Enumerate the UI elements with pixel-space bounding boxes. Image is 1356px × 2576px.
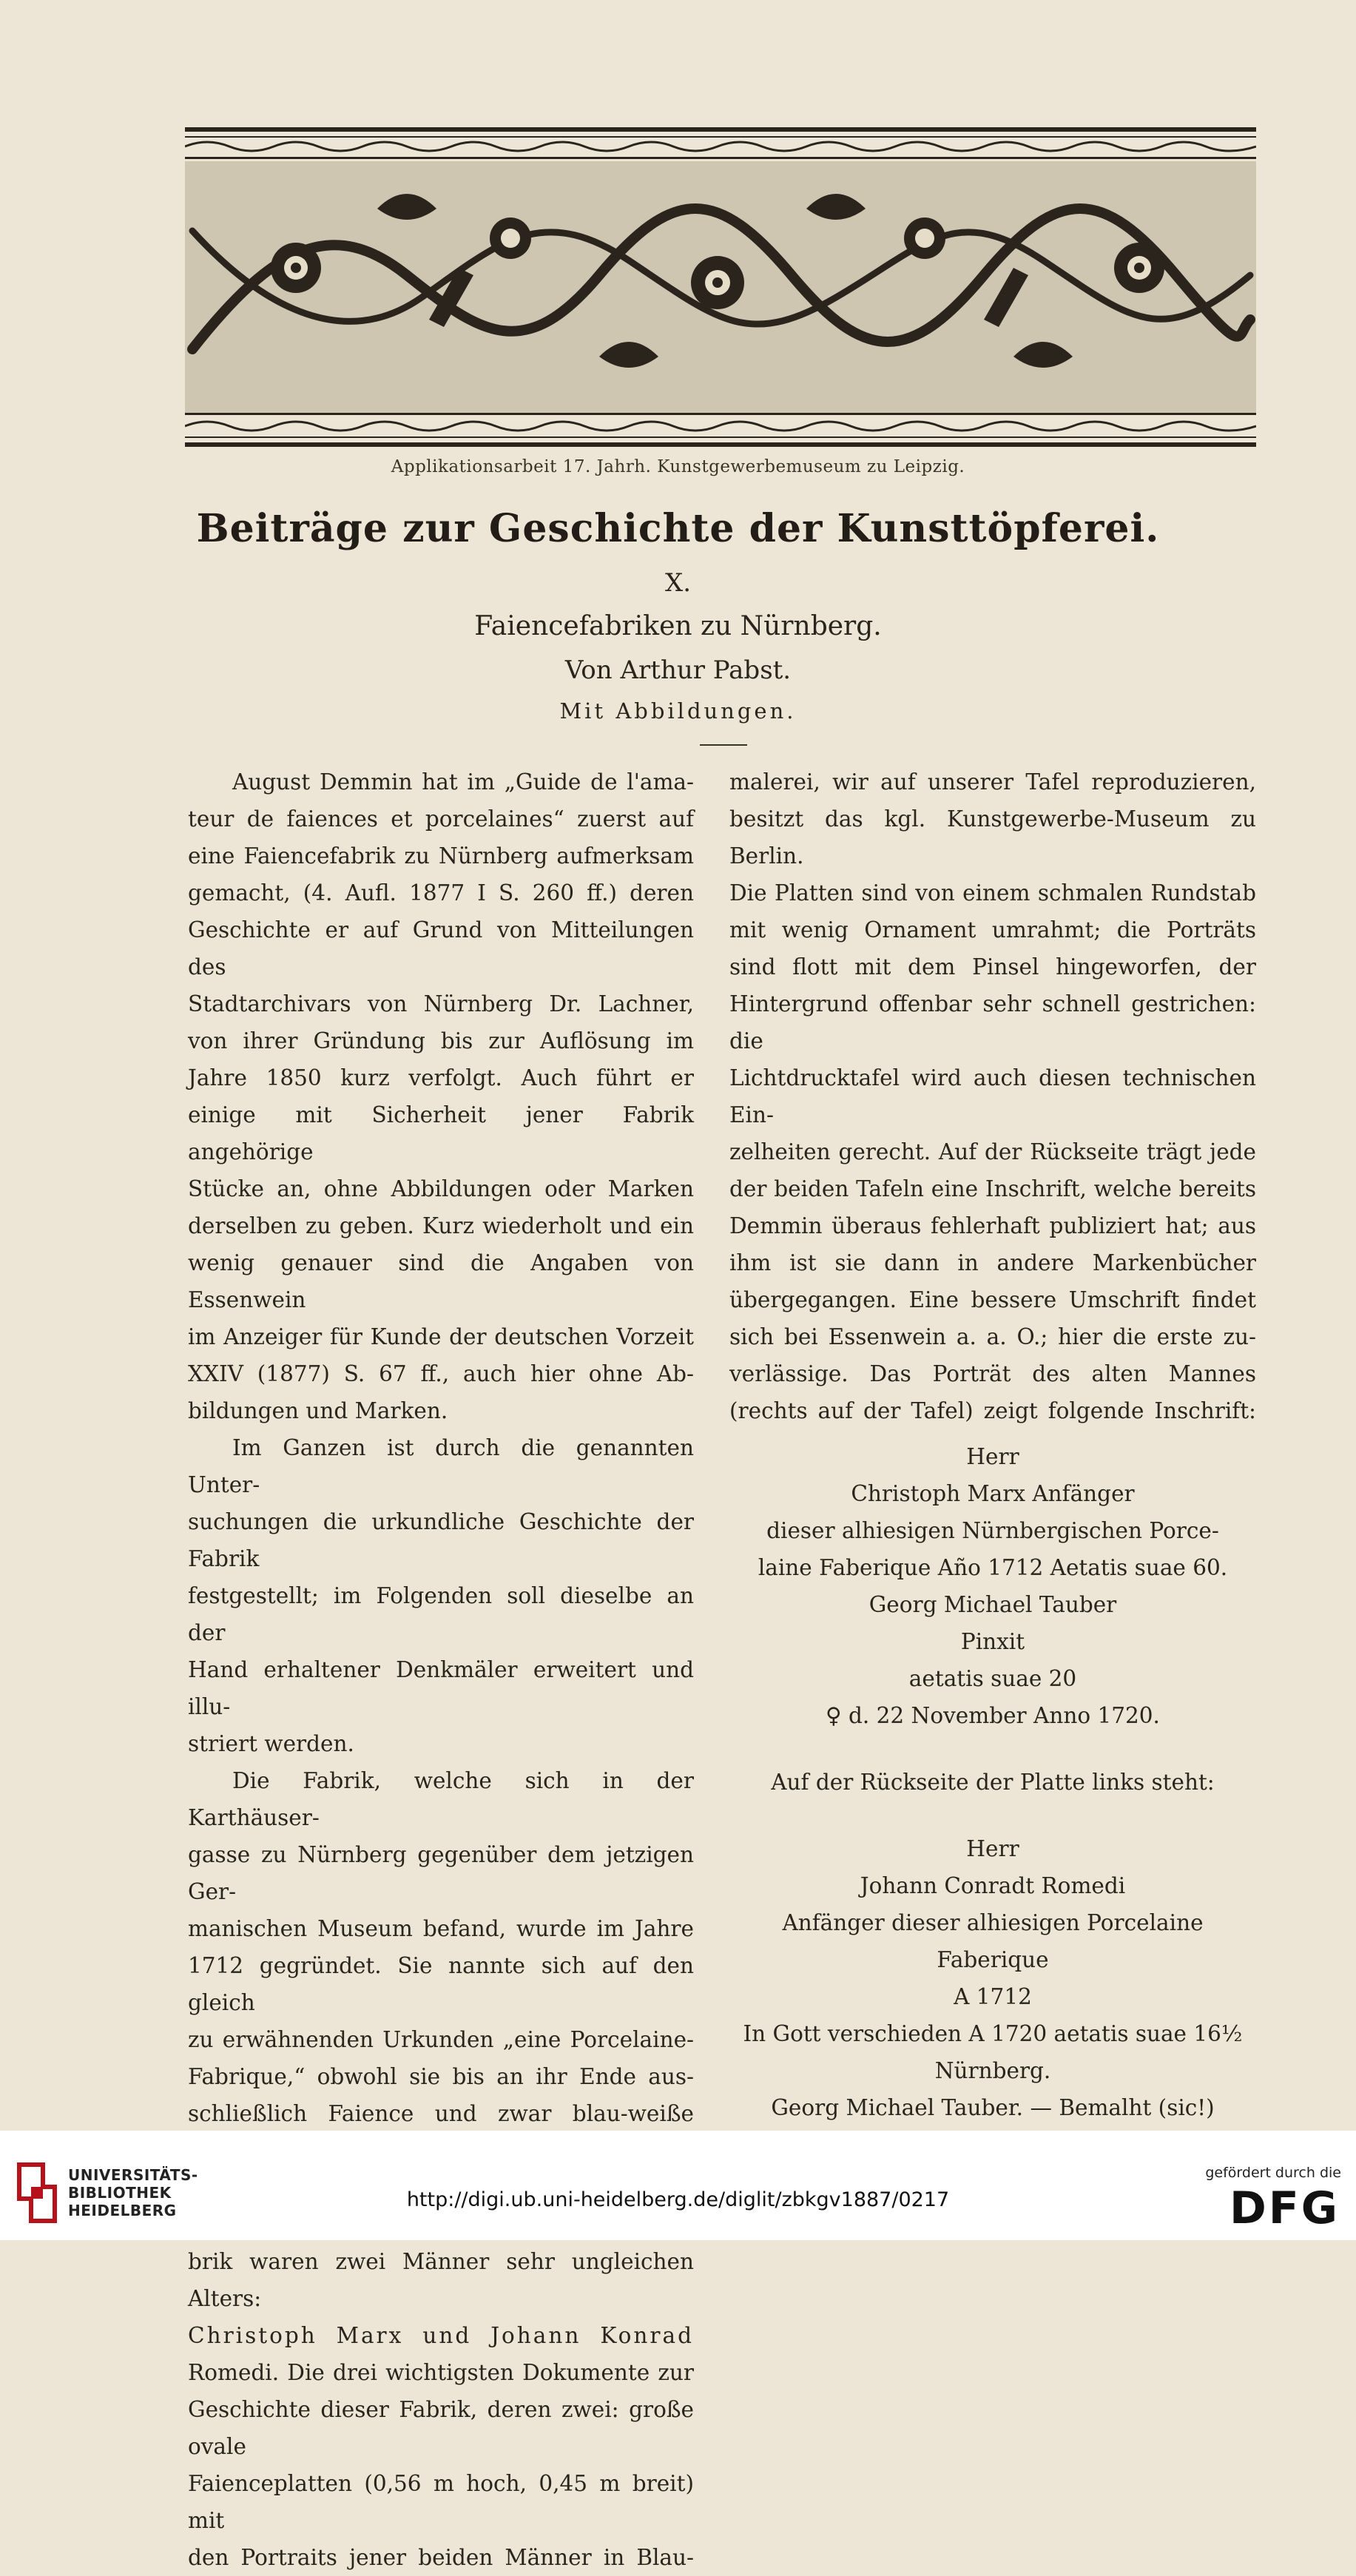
text-line: suchungen die urkundliche Geschichte der Fabrik (188, 1509, 694, 1571)
text-line: bildungen und Marken. (188, 1398, 448, 1423)
text-line: sich bei Essenwein a. a. O.; hier die erste zu- (729, 1324, 1256, 1349)
text-line: Hintergrund offenbar sehr schnell gestrichen: die (729, 991, 1256, 1053)
text-line: 1712 gegründet. Sie nannte sich auf den gleich (188, 1953, 694, 2015)
text-line: sind flott mit dem Pinsel hingeworfen, der (729, 954, 1256, 980)
text-line: Stücke an, ohne Abbildungen oder Marken (188, 1176, 694, 1201)
inscription-line: Pinxit (960, 1629, 1025, 1654)
text-line: festgestellt; im Folgenden soll dieselbe an der (188, 1583, 694, 1645)
text-line: Die Fabrik, welche sich in der Karthäuser- (188, 1768, 694, 1830)
text-line: Demmin überaus fehlerhaft publiziert hat; aus (729, 1213, 1256, 1238)
text-line: malerei, wir auf unserer Tafel reproduzieren, (729, 769, 1256, 795)
text-line: Christoph Marx und Johann Konrad (188, 2323, 694, 2348)
right-column (729, 763, 1256, 2200)
text-line: zelheiten gerecht. Auf der Rückseite trägt jede (729, 1139, 1256, 1164)
ornamental-header-band (185, 127, 1256, 453)
text-line: Romedi. Die drei wichtigsten Dokumente zur (188, 2360, 694, 2385)
article-title: Beiträge zur Geschichte der Kunsttöpferei. (196, 506, 1160, 551)
illustrations-note: Mit Abbildungen. (559, 698, 797, 724)
inscription-line: In Gott verschieden A 1720 aetatis suae 16½ (743, 2021, 1243, 2046)
text-line: Geschichte er auf Grund von Mitteilungen des (188, 917, 694, 980)
inscription-line: Christoph Marx Anfänger (851, 1481, 1135, 1506)
text-line: Hand erhaltener Denkmäler erweitert und illu- (188, 1657, 694, 1719)
text-line: den Portraits jener beiden Männer in Blau- (188, 2545, 694, 2570)
inscription-christoph-marx (729, 1438, 1256, 1734)
section-number: X. (664, 568, 691, 598)
text-line: Lichtdrucktafel wird auch diesen technischen Ein- (729, 1065, 1256, 1127)
text-line: brik waren zwei Männer sehr ungleichen Alters: (188, 2249, 694, 2311)
text-line: (rechts auf der Tafel) zeigt folgende Inschrift: (729, 1398, 1256, 1423)
text-line: derselben zu geben. Kurz wiederholt und ein (188, 1213, 694, 1238)
article-subtitle: Faiencefabriken zu Nürnberg. (474, 611, 882, 641)
text-line: manischen Museum befand, wurde im Jahre (188, 1916, 694, 1941)
text-line: gemacht, (4. Aufl. 1877 I S. 260 ff.) deren (188, 880, 694, 906)
inscription-line: ♀ d. 22 November Anno 1720. (826, 1703, 1160, 1728)
permalink-url[interactable]: http://digi.ub.uni-heidelberg.de/diglit/zbkgv1887/0217 (406, 2188, 950, 2211)
inscription-line: Herr (966, 1836, 1019, 1861)
text-line: striert werden. (188, 1731, 354, 1756)
text-line: Fabrique,“ obwohl sie bis an ihr Ende aus- (188, 2064, 694, 2089)
text-line: Stadtarchivars von Nürnberg Dr. Lachner, (188, 991, 694, 1016)
inscription-line: laine Faberique Año 1712 Aetatis suae 60. (758, 1555, 1228, 1580)
text-line: zu erwähnenden Urkunden „eine Porcelaine- (188, 2027, 694, 2052)
text-line: schließlich Faience und zwar blau-weiße (188, 2101, 694, 2126)
text-line: August Demmin hat im „Guide de l'ama- (232, 769, 694, 795)
text-line: von ihrer Gründung bis zur Auflösung im (188, 1028, 694, 1053)
dfg-logo: DFG (1229, 2182, 1340, 2234)
ornament-caption: Applikationsarbeit 17. Jahrh. Kunstgewerbemuseum zu Leipzig. (391, 457, 965, 476)
text-line: Geschichte dieser Fabrik, deren zwei: große ovale (188, 2397, 694, 2459)
text-line: verlässige. Das Porträt des alten Mannes (729, 1361, 1256, 1386)
text-line: einige mit Sicherheit jener Fabrik angehörige (188, 1102, 694, 1164)
text-line: ihm ist sie dann in andere Markenbücher (729, 1250, 1256, 1275)
inscription-line: dieser alhiesigen Nürnbergischen Porce- (766, 1518, 1219, 1543)
inscription-line: Nürnberg. (934, 2058, 1051, 2083)
left-column (188, 763, 694, 2576)
text-line: besitzt das kgl. Kunstgewerbe-Museum zu Berlin. (729, 806, 1256, 869)
text-line: Jahre 1850 kurz verfolgt. Auch führt er (188, 1065, 694, 1090)
library-name: UNIVERSITÄTS- BIBLIOTHEK HEIDELBERG (68, 2166, 198, 2219)
text-line: übergegangen. Eine bessere Umschrift findet (729, 1287, 1256, 1312)
inscription-line: A 1712 (954, 1984, 1032, 2009)
funding-note: gefördert durch die (1205, 2165, 1341, 2181)
text-line: mit wenig Ornament umrahmt; die Porträts (729, 917, 1256, 943)
inscription-line: Anfänger dieser alhiesigen Porcelaine Faberique (782, 1910, 1204, 1972)
inscription-line: Johann Conradt Romedi (860, 1873, 1126, 1898)
title-divider (700, 744, 747, 746)
text-line: wenig genauer sind die Angaben von Essenwein (188, 1250, 694, 1312)
inscription-line: aetatis suae 20 (908, 1666, 1077, 1691)
text-line: teur de faiences et porcelaines“ zuerst auf (188, 806, 694, 832)
text-line: eine Faiencefabrik zu Nürnberg aufmerksam (188, 843, 694, 869)
text-line: gasse zu Nürnberg gegenüber dem jetzigen Ger- (188, 1842, 694, 1904)
author-line: Von Arthur Pabst. (564, 655, 792, 685)
text-line: der beiden Tafeln eine Inschrift, welche bereits (729, 1176, 1256, 1201)
inscription-line: Georg Michael Tauber. — Bemalht (sic!) (771, 2095, 1215, 2120)
reverse-side-note: Auf der Rückseite der Platte links steht: (771, 1770, 1215, 1795)
text-line: XXIV (1877) S. 67 ff., auch hier ohne Ab- (188, 1361, 694, 1386)
viewer-footer (0, 2131, 1356, 2240)
text-line: Die Platten sind von einem schmalen Rundstab (729, 880, 1256, 906)
text-line: Im Ganzen ist durch die genannten Unter- (188, 1435, 694, 1497)
inscription-line: Georg Michael Tauber (868, 1592, 1117, 1617)
text-line: im Anzeiger für Kunde der deutschen Vorzeit (188, 1324, 694, 1349)
text-line: Faienceplatten (0,56 m hoch, 0,45 m breit) mit (188, 2471, 694, 2533)
inscription-line: Herr (966, 1444, 1019, 1469)
